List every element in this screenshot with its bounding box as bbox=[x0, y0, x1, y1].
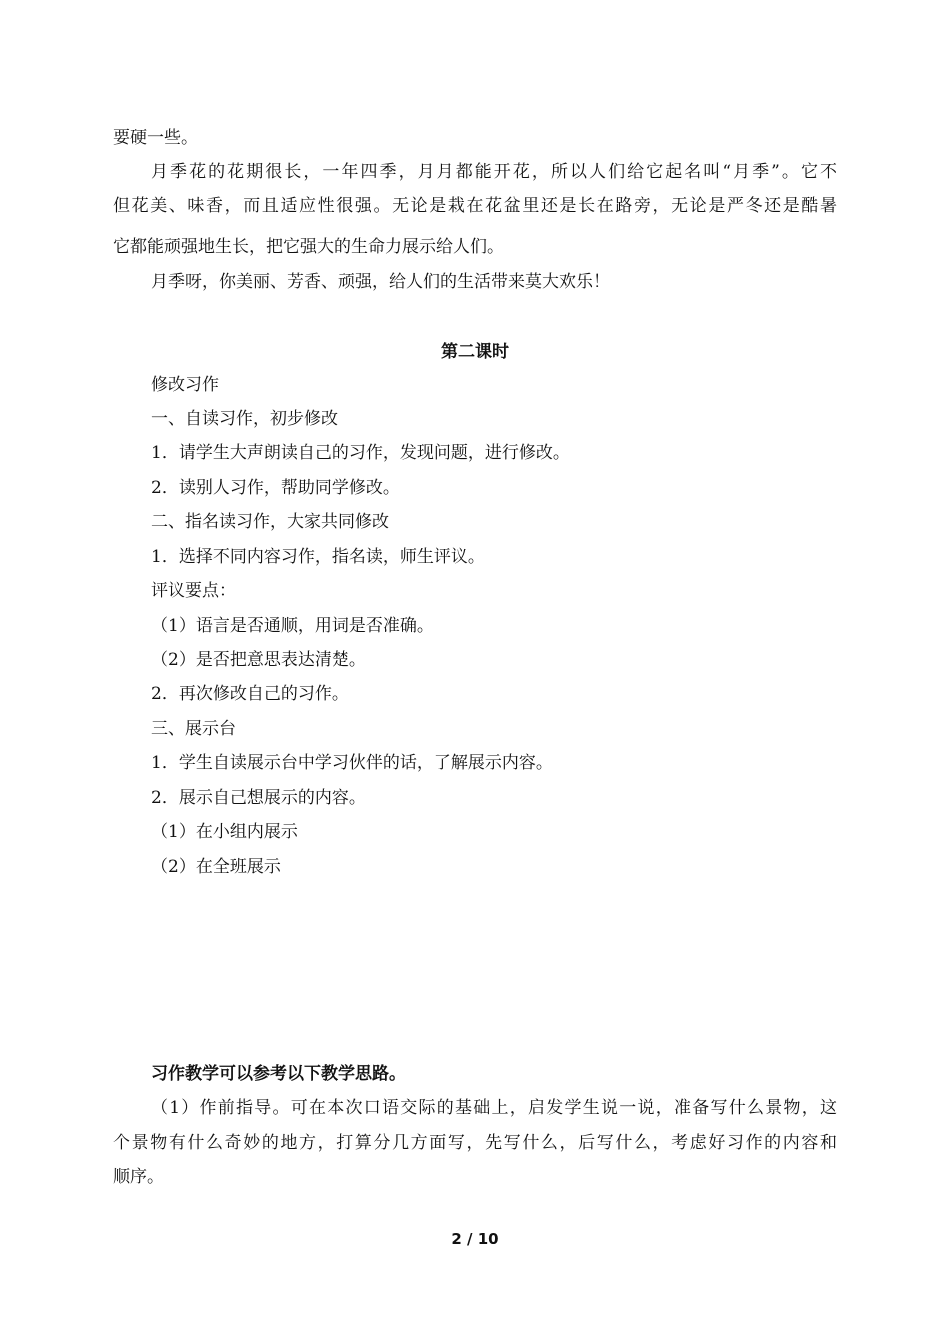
paragraph-line: 它都能顽强地生长，把它强大的生命力展示给人们。 bbox=[113, 237, 504, 257]
paragraph-line: 但花美、味香，而且适应性很强。无论是栽在花盆里还是长在路旁，无论是严冬还是酷暑 bbox=[113, 196, 837, 216]
list-item: （2）是否把意思表达清楚。 bbox=[151, 650, 366, 670]
paragraph-continuation: 要硬一些。 bbox=[113, 128, 198, 148]
list-item: 2．读别人习作，帮助同学修改。 bbox=[151, 478, 400, 498]
list-item: 评议要点： bbox=[151, 581, 236, 601]
list-item: （2）在全班展示 bbox=[151, 857, 281, 877]
tip-line: 顺序。 bbox=[113, 1167, 164, 1187]
list-item: 二、指名读习作，大家共同修改 bbox=[151, 512, 389, 532]
list-item: 1．请学生大声朗读自己的习作，发现问题，进行修改。 bbox=[151, 443, 570, 463]
page-number: 2 / 10 bbox=[451, 1230, 499, 1248]
list-item: 三、展示台 bbox=[151, 719, 236, 739]
list-item: 2．再次修改自己的习作。 bbox=[151, 684, 349, 704]
list-item: 一、自读习作，初步修改 bbox=[151, 409, 338, 429]
tip-heading: 习作教学可以参考以下教学思路。 bbox=[151, 1064, 406, 1084]
paragraph-line: 月季呀，你美丽、芳香、顽强，给人们的生活带来莫大欢乐！ bbox=[151, 272, 610, 292]
tip-line: （1）作前指导。可在本次口语交际的基础上，启发学生说一说，准备写什么景物，这 bbox=[151, 1098, 837, 1118]
list-item: （1）在小组内展示 bbox=[151, 822, 298, 842]
paragraph-line: 月季花的花期很长，一年四季，月月都能开花，所以人们给它起名叫“月季”。它不 bbox=[151, 162, 837, 182]
section-title: 第二课时 bbox=[441, 342, 509, 362]
tip-line: 个景物有什么奇妙的地方，打算分几方面写，先写什么，后写什么，考虑好习作的内容和 bbox=[113, 1133, 837, 1153]
list-item: 1．学生自读展示台中学习伙伴的话，了解展示内容。 bbox=[151, 753, 553, 773]
list-item: 1．选择不同内容习作，指名读，师生评议。 bbox=[151, 547, 485, 567]
list-item: （1）语言是否通顺，用词是否准确。 bbox=[151, 616, 434, 636]
list-item: 修改习作 bbox=[151, 375, 219, 395]
list-item: 2．展示自己想展示的内容。 bbox=[151, 788, 366, 808]
